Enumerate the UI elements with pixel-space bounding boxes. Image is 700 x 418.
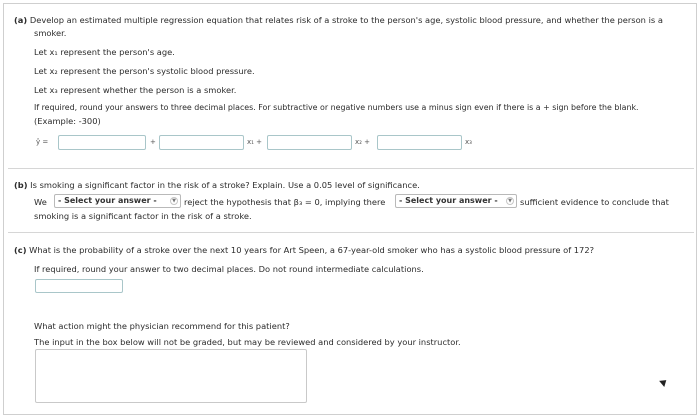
reject-select-value: - Select your answer - (58, 196, 157, 205)
probability-input[interactable] (35, 279, 123, 293)
part-b-label: (b) (14, 180, 28, 190)
mouse-cursor-icon (659, 377, 669, 387)
intercept-input[interactable] (58, 135, 146, 150)
part-c-text (14, 245, 594, 255)
def-x3: Let x₃ represent whether the person is a smoker. (34, 85, 237, 95)
part-c-question: What is the probability of a stroke over the next 10 years for Art Speen, a 67-year-old smoker who has a systolic blood pressure of 172? (29, 245, 595, 255)
physician-action-question: What action might the physician recommend for this patient? (34, 321, 290, 331)
plus-sign: + (150, 138, 156, 146)
evidence-select-value: - Select your answer - (399, 196, 498, 205)
part-b-line2: smoking is a significant factor in the risk of a stroke. (34, 211, 252, 221)
y-hat-label: ŷ = (36, 138, 49, 146)
part-b-text (14, 180, 420, 190)
part-c-instructions: If required, round your answer to two decimal places. Do not round intermediate calculations. (34, 264, 424, 274)
we-text: We (34, 197, 47, 207)
evidence-select[interactable] (395, 194, 517, 208)
x3-coefficient-input[interactable] (377, 135, 462, 150)
divider-b-c (8, 232, 694, 233)
x3-label: x₃ (465, 138, 472, 146)
part-a-line1: Develop an estimated multiple regression equation that relates risk of a stroke to the person's age, systolic blood pressure, and whether the person is a (29, 15, 663, 25)
part-b-question: Is smoking a significant factor in the risk of a stroke? Explain. Use a 0.05 level of significance. (30, 180, 420, 190)
x1-coefficient-input[interactable] (159, 135, 244, 150)
chevron-down-icon: ▼ (170, 197, 178, 205)
x2-coefficient-input[interactable] (267, 135, 352, 150)
def-x1: Let x₁ represent the person's age. (34, 47, 175, 57)
reject-select[interactable] (54, 194, 181, 208)
chevron-down-icon: ▼ (506, 197, 514, 205)
hypothesis-text: reject the hypothesis that β₃ = 0, implying there (184, 197, 386, 207)
conclusion-text: sufficient evidence to conclude that (520, 197, 669, 207)
def-x2: Let x₂ represent the person's systolic blood pressure. (34, 66, 255, 76)
part-a-label: (a) (14, 15, 28, 25)
part-a-text (14, 15, 663, 25)
ungraded-note: The input in the box below will not be graded, but may be reviewed and considered by your instructor. (34, 337, 461, 347)
rounding-instructions: If required, round your answers to three decimal places. For subtractive or negative numbers use a minus sign even if there is a + sign before the blank. (34, 103, 639, 112)
question-panel (3, 3, 697, 415)
physician-action-textarea[interactable] (35, 349, 307, 403)
x1-label: x₁ + (247, 138, 263, 146)
divider-a-b (8, 168, 694, 169)
part-c-label: (c) (14, 245, 27, 255)
part-a-line2: smoker. (34, 28, 67, 38)
x2-label: x₂ + (355, 138, 371, 146)
example-text: (Example: -300) (34, 116, 101, 126)
